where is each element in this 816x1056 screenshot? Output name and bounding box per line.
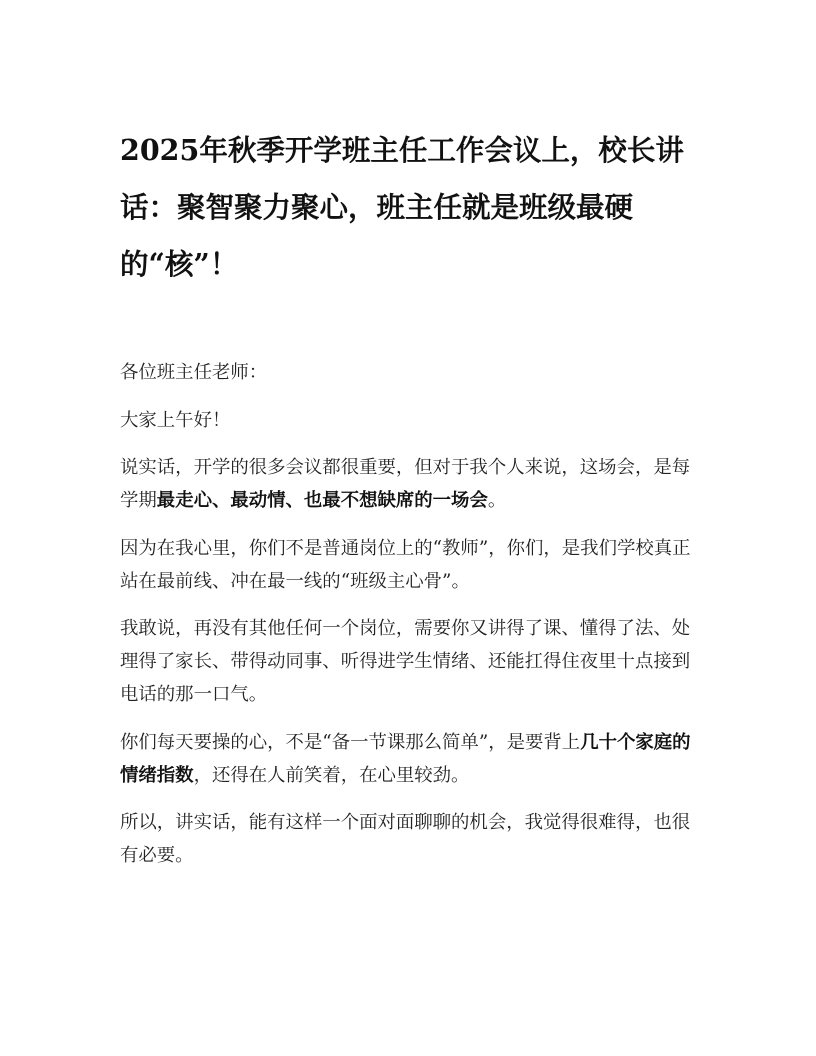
paragraph-text: 大家上午好！ — [120, 409, 231, 431]
paragraph-text: 说实话，开学的很多会议都很重要，但对于我个人来说，这场会，是每学期 — [120, 457, 691, 511]
paragraph-text: ，还得在人前笑着，在心里较劲。 — [193, 764, 470, 786]
paragraph-p3 — [120, 612, 692, 711]
paragraph-p2 — [120, 532, 692, 598]
paragraph-text: 所以，讲实话，能有这样一个面对面聊聊的机会，我觉得很难得，也很有必要。 — [120, 812, 691, 866]
paragraph-text: 因为在我心里，你们不是普通岗位上的“教师”，你们，是我们学校真正站在最前线、冲在最一线的“班级主心骨”。 — [120, 537, 691, 592]
emphasized-text: 最走心、最动情、也最不想缺席的一场会 — [156, 490, 488, 511]
document-body — [120, 356, 692, 887]
paragraph-p1 — [120, 451, 692, 517]
paragraph-text: 各位班主任老师： — [120, 362, 268, 383]
paragraph-text: 我敢说，再没有其他任何一个岗位，需要你又讲得了课、懂得了法、处理得了家长、带得动同事、听得进学生情绪、还能扛得住夜里十点接到电话的那一口气。 — [120, 618, 691, 705]
paragraph-p5 — [120, 806, 692, 872]
emphasized-text: 几十个家庭的情绪指数 — [120, 731, 691, 786]
document-title: 2025年秋季开学班主任工作会议上，校长讲话：聚智聚力聚心，班主任就是班级最硬的“核”！ — [120, 133, 684, 281]
paragraph-text: 。 — [487, 490, 507, 511]
paragraph-greeting — [120, 404, 692, 437]
paragraph-salutation — [120, 356, 692, 389]
paragraph-p4 — [120, 726, 692, 792]
paragraph-text: 你们每天要操的心，不是“备一节课那么简单”，是要背上 — [120, 731, 581, 753]
